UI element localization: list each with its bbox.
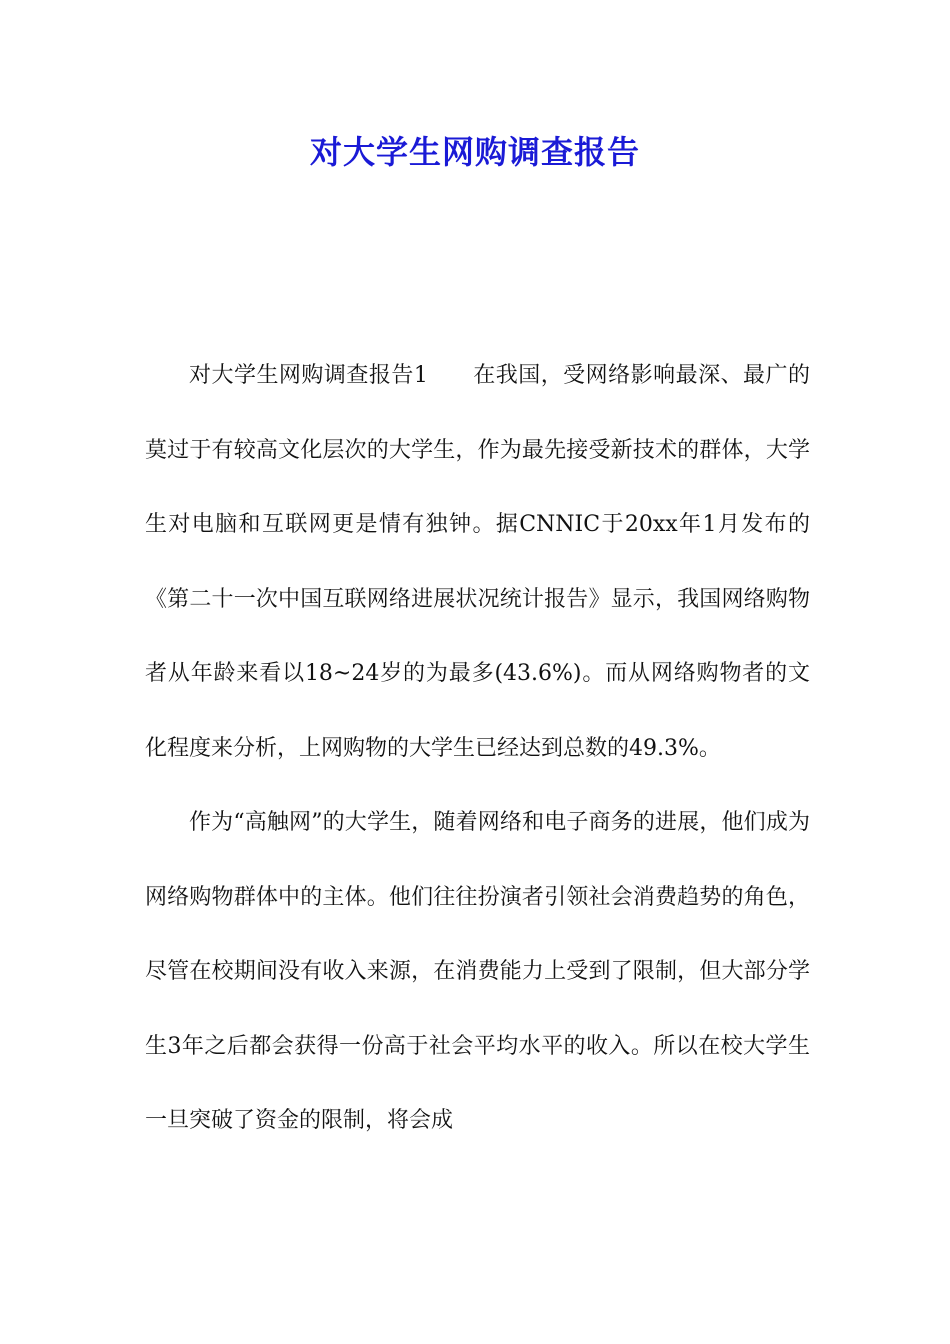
document-title: 对大学生网购调查报告 xyxy=(309,133,640,171)
paragraph-1: 对大学生网购调查报告1 在我国，受网络影响最深、最广的莫过于有较高文化层次的大学生，作为最先接受新技术的群体，大学生对电脑和互联网更是情有独钟。据CNNIC于20xx年1月发布的《第二十一次中国互联网络进展状况统计报告》显示，我国网络购物者从年龄来看以18~24岁的为最多(43.6%)。而从网络购物者的文化程度来分析，上网购物的大学生已经达到总数的49.3%。 xyxy=(145,363,810,761)
paragraph-2: 作为“高触网”的大学生，随着网络和电子商务的进展，他们成为网络购物群体中的主体。他们往往扮演者引领社会消费趋势的角色，尽管在校期间没有收入来源，在消费能力上受到了限制，但大部分学生3年之后都会获得一份高于社会平均水平的收入。所以在校大学生一旦突破了资金的限制，将会成 xyxy=(145,810,810,1133)
document-body xyxy=(145,339,810,1159)
